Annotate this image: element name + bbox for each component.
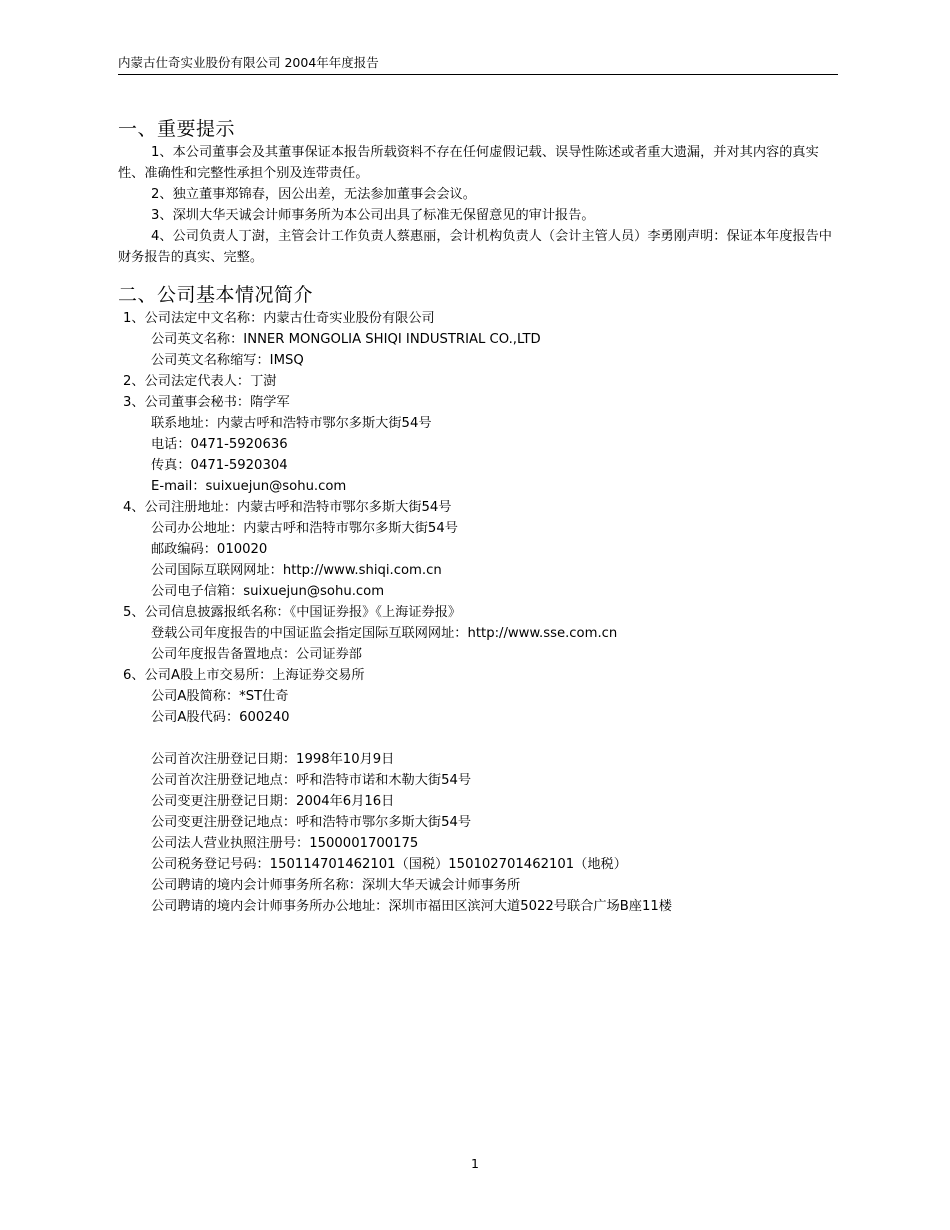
report-body [118,116,838,917]
info-line: 4、公司注册地址：内蒙古呼和浩特市鄂尔多斯大街54号 [123,500,452,515]
info-line: 公司英文名称缩写：IMSQ [151,353,304,368]
blank-line [118,728,838,749]
info-line: 公司年度报告备置地点：公司证券部 [151,647,362,662]
info-line: 联系地址：内蒙古呼和浩特市鄂尔多斯大街54号 [151,416,432,431]
notice-paragraph: 1、本公司董事会及其董事保证本报告所载资料不存在任何虚假记载、误导性陈述或者重大遗漏，并对其内容的真实性、准确性和完整性承担个别及连带责任。 [118,145,819,181]
info-line: 电话：0471-5920636 [151,437,288,452]
notice-paragraph: 4、公司负责人丁澍，主管会计工作负责人蔡惠丽，会计机构负责人（会计主管人员）李勇刚声明：保证本年度报告中财务报告的真实、完整。 [118,229,832,265]
info-line: 邮政编码：010020 [151,542,268,557]
section-title-company-profile: 二、公司基本情况简介 [118,284,314,306]
info-line: 登载公司年度报告的中国证监会指定国际互联网网址：http://www.sse.com.cn [151,626,618,641]
info-line: 1、公司法定中文名称：内蒙古仕奇实业股份有限公司 [123,311,435,326]
info-line: 公司聘请的境内会计师事务所名称：深圳大华天诚会计师事务所 [151,878,521,893]
info-line: 公司国际互联网网址：http://www.shiqi.com.cn [151,563,442,578]
info-line: 传真：0471-5920304 [151,458,288,473]
info-line: 公司变更注册登记日期：2004年6月16日 [151,794,395,809]
section-title-important-notice: 一、重要提示 [118,118,236,140]
info-line: 公司办公地址：内蒙古呼和浩特市鄂尔多斯大街54号 [151,521,458,536]
notice-paragraph: 3、深圳大华天诚会计师事务所为本公司出具了标准无保留意见的审计报告。 [151,208,595,223]
info-line: 公司电子信箱：suixuejun@sohu.com [151,584,385,599]
info-line: 公司首次注册登记地点：呼和浩特市诺和木勒大街54号 [151,773,472,788]
info-line: 公司A股代码：600240 [151,710,290,725]
info-line: 2、公司法定代表人：丁澍 [123,374,277,389]
info-line: 公司首次注册登记日期：1998年10月9日 [151,752,395,767]
info-line: 公司法人营业执照注册号：1500001700175 [151,836,419,851]
info-line: E-mail：suixuejun@sohu.com [151,479,347,494]
info-line: 3、公司董事会秘书：隋学军 [123,395,290,410]
info-line: 6、公司A股上市交易所：上海证券交易所 [123,668,365,683]
info-line: 5、公司信息披露报纸名称：《中国证券报》《上海证券报》 [123,605,462,620]
info-line: 公司税务登记号码：150114701462101（国税）150102701462101（地税） [151,857,627,872]
info-line: 公司A股简称：*ST仕奇 [151,689,289,704]
page-number: 1 [471,1156,479,1171]
info-line: 公司变更注册登记地点：呼和浩特市鄂尔多斯大街54号 [151,815,472,830]
info-line: 公司聘请的境内会计师事务所办公地址：深圳市福田区滨河大道5022号联合广场B座11楼 [151,899,672,914]
info-line: 公司英文名称：INNER MONGOLIA SHIQI INDUSTRIAL CO.,LTD [151,332,541,347]
notice-paragraph: 2、独立董事郑锦春，因公出差，无法参加董事会会议。 [151,187,476,202]
page-header: 内蒙古仕奇实业股份有限公司 2004年年度报告 [118,56,838,75]
